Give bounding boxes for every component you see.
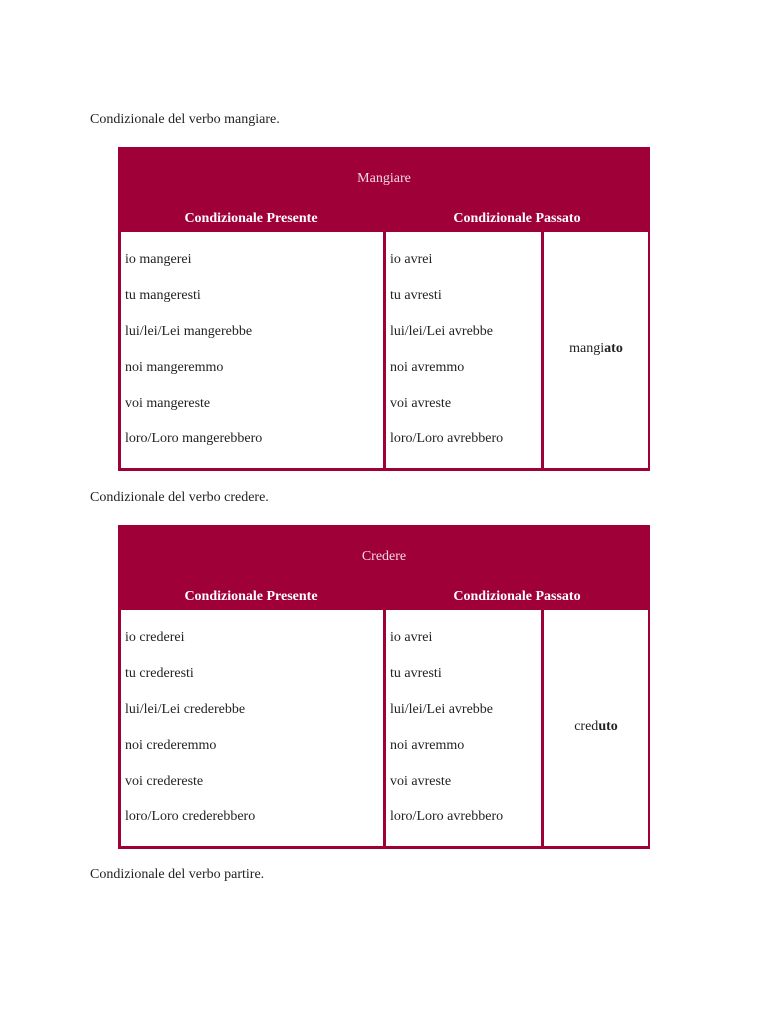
aux-tu: tu avresti	[390, 288, 442, 303]
aux-loro: loro/Loro avrebbero	[390, 809, 504, 824]
header-condizionale-passato: Condizionale Passato	[453, 589, 581, 604]
conjugation-table-credere	[118, 525, 650, 849]
participio-stem: cred	[574, 719, 599, 734]
form-voi: voi mangereste	[125, 396, 211, 411]
table-title: Credere	[361, 549, 407, 564]
form-io: io mangerei	[125, 252, 192, 267]
participio-passato	[544, 719, 648, 735]
conjugation-table-mangiare	[118, 147, 650, 471]
form-noi: noi mangeremmo	[125, 360, 224, 375]
form-tu: tu crederesti	[125, 666, 194, 681]
aux-noi: noi avremmo	[390, 738, 465, 753]
aux-tu: tu avresti	[390, 666, 442, 681]
caption-partire: Condizionale del verbo partire.	[90, 867, 265, 882]
participio-cell	[544, 232, 648, 468]
form-loro: loro/Loro mangerebbero	[125, 431, 263, 446]
header-condizionale-presente: Condizionale Presente	[184, 211, 318, 226]
participio-ending: uto	[598, 719, 618, 734]
header-condizionale-passato: Condizionale Passato	[453, 211, 581, 226]
form-loro: loro/Loro crederebbero	[125, 809, 256, 824]
ausiliare-cell	[386, 610, 541, 846]
participio-passato	[544, 341, 648, 357]
aux-loro: loro/Loro avrebbero	[390, 431, 504, 446]
aux-voi: voi avreste	[390, 396, 452, 411]
table-title: Mangiare	[357, 171, 411, 186]
header-condizionale-presente: Condizionale Presente	[184, 589, 318, 604]
caption-mangiare: Condizionale del verbo mangiare.	[90, 112, 280, 127]
aux-io: io avrei	[390, 630, 433, 645]
caption-credere: Condizionale del verbo credere.	[90, 490, 269, 505]
form-lui: lui/lei/Lei mangerebbe	[125, 324, 253, 339]
form-tu: tu mangeresti	[125, 288, 201, 303]
aux-lui: lui/lei/Lei avrebbe	[390, 702, 494, 717]
participio-ending: ato	[604, 341, 623, 356]
form-io: io crederei	[125, 630, 185, 645]
aux-io: io avrei	[390, 252, 433, 267]
form-lui: lui/lei/Lei crederebbe	[125, 702, 246, 717]
presente-cell	[121, 232, 383, 468]
aux-noi: noi avremmo	[390, 360, 465, 375]
participio-cell	[544, 610, 648, 846]
form-voi: voi credereste	[125, 774, 204, 789]
aux-voi: voi avreste	[390, 774, 452, 789]
form-noi: noi crederemmo	[125, 738, 217, 753]
ausiliare-cell	[386, 232, 541, 468]
presente-cell	[121, 610, 383, 846]
participio-stem: mangi	[569, 341, 605, 356]
aux-lui: lui/lei/Lei avrebbe	[390, 324, 494, 339]
